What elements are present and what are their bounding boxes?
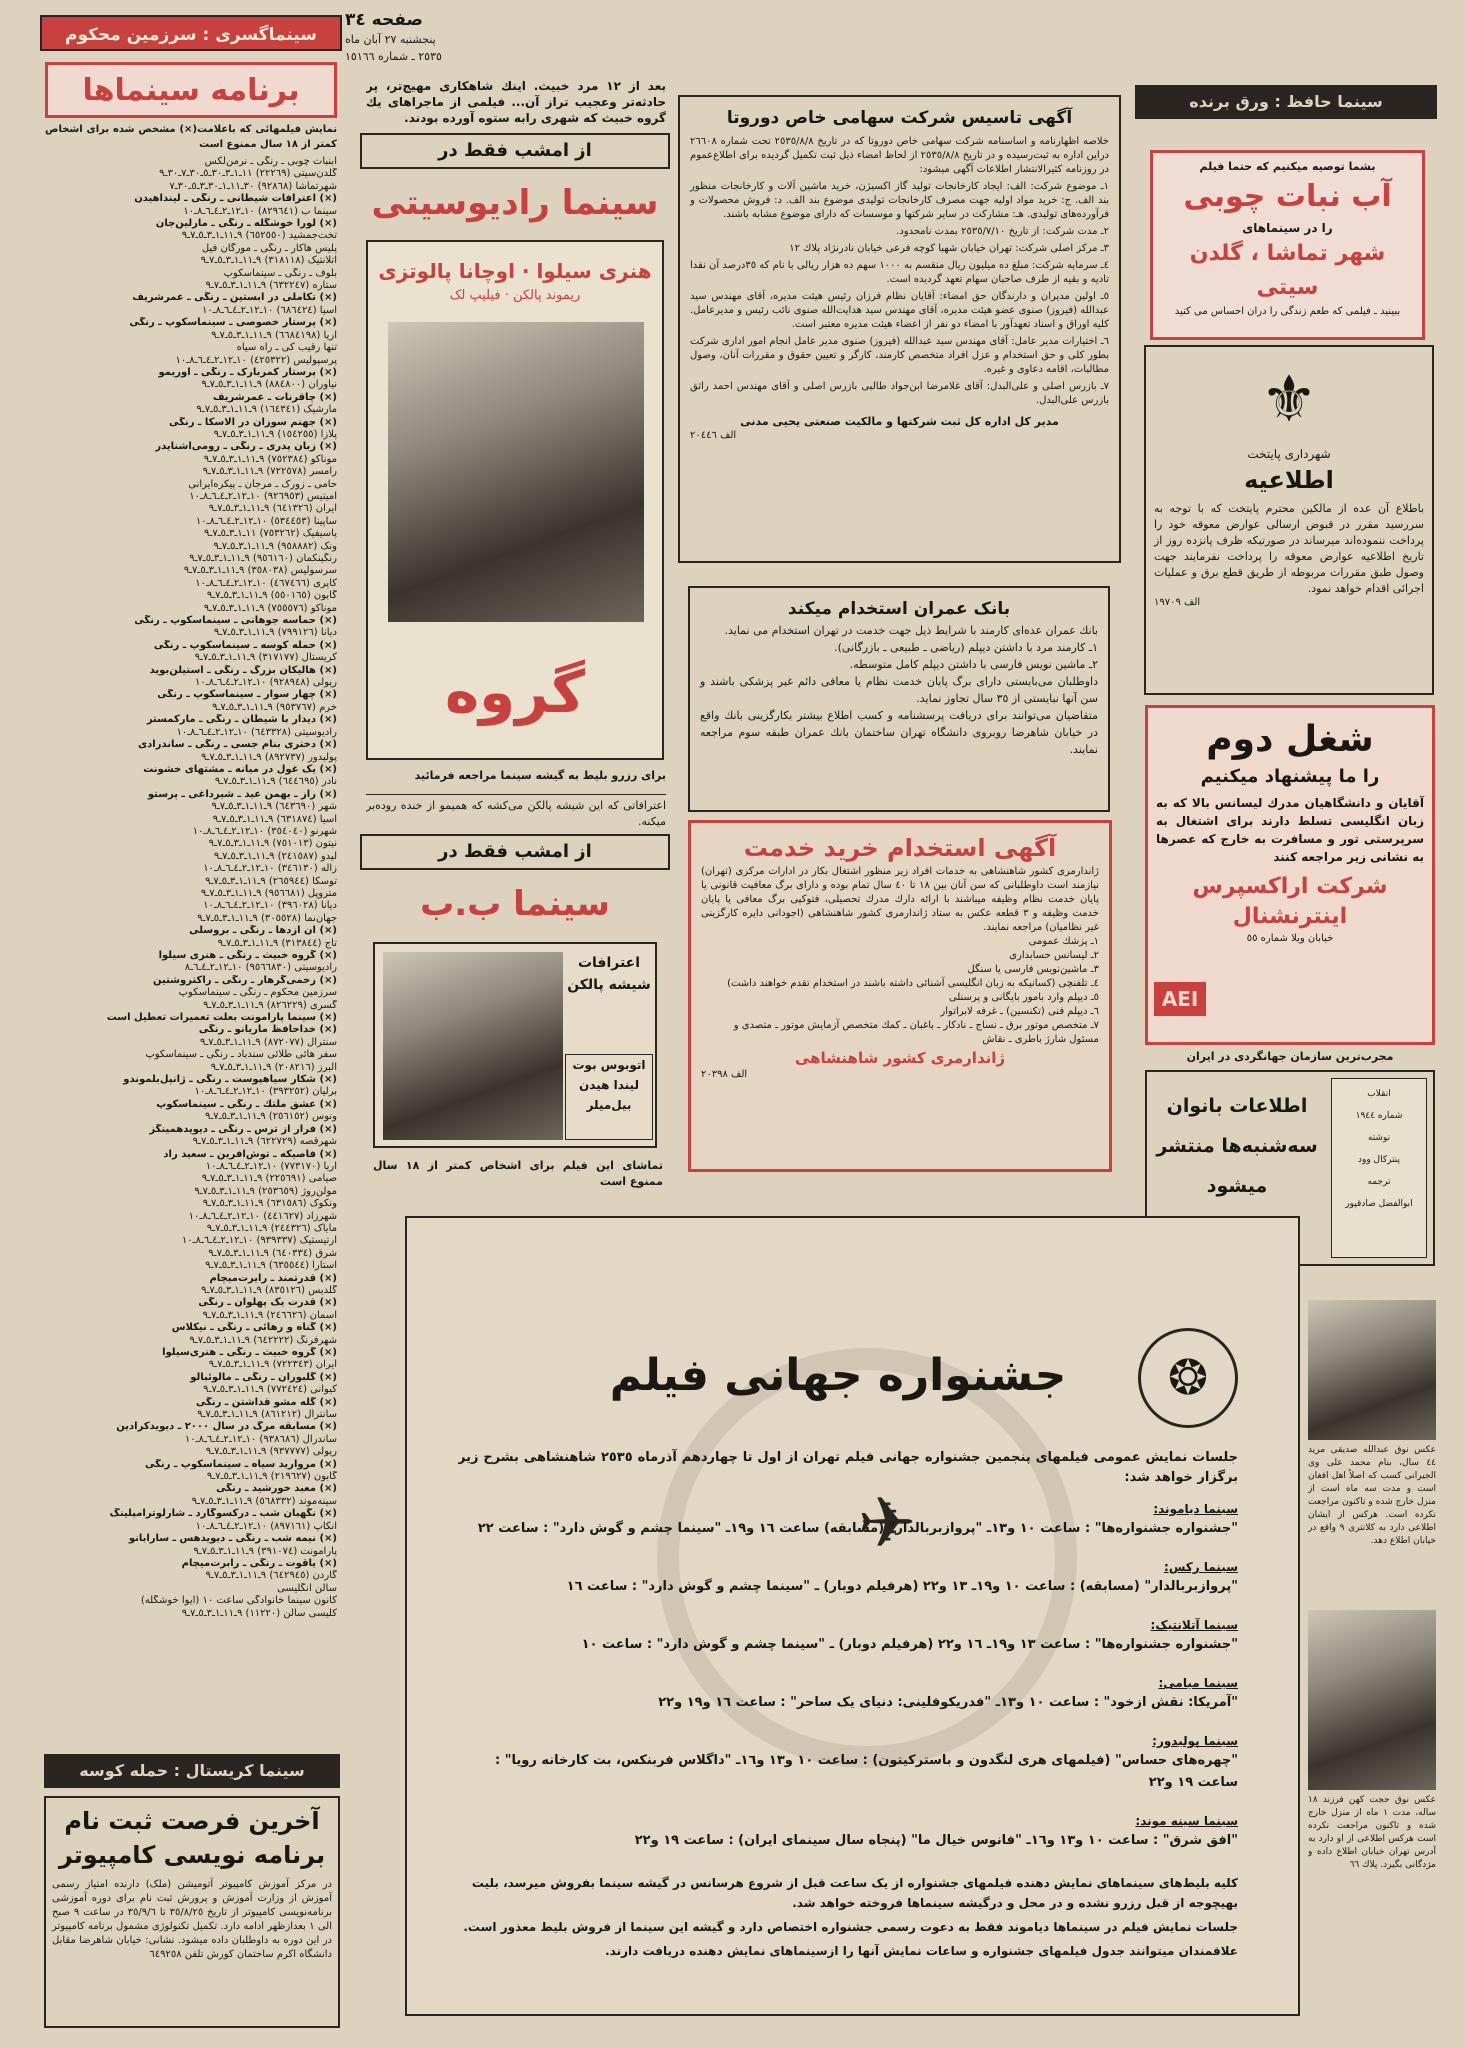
listing-item: (×) چهار سوار ـ سینماسکوپ ـ رنگی (157, 689, 337, 701)
listing-item: پارامونت (٣٩١٠٧٤) ٩ـ١١ـ١ـ٣ـ٥ـ٧ـ٩ (193, 1545, 337, 1557)
listing-item: (×) مروارید سیاه ـ سینماسکوپ ـ رنگی (144, 1458, 337, 1470)
listing-item: آتلانتیک (٣١٨١١٨) ٩ـ١١ـ١ـ٣ـ٥ـ٧ـ٩ (200, 255, 337, 267)
municipality-ref: الف ١٩٧٠٩ (1154, 597, 1201, 608)
aei-company2: اینترنشنال (1232, 904, 1348, 929)
gendarmerie-item: ٣ـ ماشین‌نویس فارسی یا سنگل (967, 964, 1099, 975)
listing-item: زاله (٣٤٦١٣٠) ١٠ـ١٢ـ٢ـ٤ـ٦ـ٨ـ١٠ (203, 863, 337, 875)
listing-item: آستارا (٦٣٥٥٤٤) ٩ـ١١ـ١ـ٣ـ٥ـ٧ـ٩ (205, 1260, 337, 1272)
listing-item: آریا (٧٧٣١٧٠) ١٠ـ١٢ـ٢ـ٤ـ٦ـ٨ـ١٠ (205, 1160, 337, 1172)
bank-paragraph: ١ـ کارمند مرد با داشتن دیپلم (ریاضی ـ طبیعی ـ بازرگانی). (834, 641, 1098, 654)
col2-intro: بعد از ١٢ مرد خبیث. اینك شاهکاری مهیج‌تر، پر حادثه‌تر وعجیب تراز آن... فیلمی از ماجراهای یك گروه خبیث که شهری رابه ستوه آورده بودند. (366, 79, 666, 125)
gendarmerie-ref: الف ٢٠٣٩٨ (701, 1069, 748, 1080)
page-number: صفحه ٣٤ (345, 10, 423, 30)
listing-item: (×) دیدار با شیطان ـ رنگی ـ مارکمستر (146, 714, 337, 726)
women-day: سه‌شنبه‌ها منتشر (1156, 1135, 1318, 1157)
listing-item: (×) نگهبان شب ـ درکسوگارد ـ شارلوترامپلینگ (109, 1508, 337, 1520)
listing-item: رادیوسیتی (٩٥٦٦٨٣٠) ١٠ـ١٢ـ٢ـ٤ـ٦ـ٨ (184, 962, 337, 974)
listing-item: (×) هالیکان بزرگ ـ رنگی ـ استیلن‌بوید (149, 664, 337, 676)
listing-item: ونک (٩٥٨٨٨٢) ٩ـ١١ـ١ـ٣ـ٥ـ٧ـ٩ (213, 540, 337, 552)
missing-person-2-caption: عکس نوق حجت کهن فرزند ١٨ ساله، مدت ١ ماه از منزل خارج شده و تاکنون مراجعت نکرده است هرکس اطلاعی از او دارد به آدرس تهران خیابان اطلاع داده و مژدگانی بگیرد. پلاك ٦٦ (1308, 1795, 1436, 1870)
listing-item: (×) تکاملی در ابستین ـ رنگی ـ عمرشریف (132, 292, 337, 304)
listing-item: (×) آن ازدها ـ رنگی ـ بروسلی (189, 925, 337, 937)
cinema2-name: سینما ب.ب (420, 884, 610, 924)
bank-body (700, 622, 1098, 758)
listing-item: نیتون (٧٥١٠١٣) ٩ـ١١ـ١ـ٣ـ٥ـ٧ـ٩ (208, 838, 337, 850)
listing-item: شهرتماشا (٩٢٨٦٨) ٣٠ـ١١ـ١ـ٣٠ـ٣ـ٥ـ٣٠ـ٧ (169, 180, 337, 192)
gendarmerie-item: ٢ـ لیسانس حسابداری (1009, 950, 1099, 961)
doruta-body (690, 135, 1109, 408)
gendarmerie-item: ٤ـ تلفنچی (کسانیکه به زبان انگلیسی آشنائی داشته باشند در استخدام تقدم خواهند داشت) (727, 978, 1099, 989)
listing-item: حامی ـ زورک ـ مرجان ـ پیکره‌ایرانی (188, 478, 337, 490)
festival-ad (405, 1216, 1300, 2016)
bank-notice (688, 586, 1110, 812)
listing-item: (×) قدرتمند ـ رایرت‌میچام (209, 1272, 337, 1284)
listing-item: (×) یک غول در میانه ـ مشتهای خشونت (143, 763, 337, 775)
listing-item: (×) چاقرنات ـ عمرشریف (212, 391, 337, 403)
listing-item: (×) مسابقه مرگ در سال ٢٠٠٠ ـ دیویدکرادین (116, 1421, 337, 1433)
listing-item: (×) پرستار خصوصی ـ سینماسکوپ ـ رنگی (129, 317, 337, 329)
listing-item: (×) گروه خبیث ـ رنگی ـ هنری‌سیلوا (162, 1347, 337, 1358)
crystal-banner: سینما کریستال : حمله کوسه (44, 1754, 340, 1788)
listing-item: (×) راز ـ بهمن عید ـ شیرداغی ـ پرستو (147, 788, 337, 800)
listing-item: سنترال (٨٧٢٠٧٧) ٩ـ١١ـ١ـ٣ـ٥ـ٧ـ٩ (199, 1036, 337, 1048)
aei-body: آقایان و دانشگاهیان مدرك لیسانس بالا که به زبان انگلیسی تسلط دارند برای اشتغال به سرپرستی تور و مسافرت به خارج که عصرها به نشانی زیر مراجعه کنند (1156, 796, 1424, 864)
tonight1-box: از امشب فقط در (360, 133, 670, 169)
listing-item: سینما ب (٨٢٩٦٤١) ١٠ـ١٢ـ٢ـ٤ـ٦ـ٨ـ١٠ (183, 205, 337, 217)
listing-item: کانون سینما خانوادگی ساعت ١٠ (ایوا خوشگله) (140, 1595, 337, 1607)
listing-item: برلیان (٣٩٣٢٥٢) ١٠ـ١٢ـ٢ـ٤ـ٦ـ٨ـ١٠ (194, 1086, 337, 1098)
listing-item: (×) نیمه شب ـ رنگی ـ دیوید‌هس ـ سارابانو (128, 1533, 337, 1545)
listing-item: رنگینکمان (٩٥٦١٦٠) ٩ـ١١ـ١ـ٣ـ٥ـ٧ـ٩ (189, 553, 337, 564)
listing-item: گاردن (٦٤٢٩٤٥) ٩ـ١١ـ١ـ٣ـ٥ـ٧ـ٩ (205, 1570, 337, 1582)
confession-note: اعترافاتی که این شیشه پالکن می‌کشه که همیمو از خنده روده‌بر میکنه. (366, 794, 666, 828)
book-cover-line: ترجمه (1367, 1177, 1391, 1187)
festival-cinema: سینما میامی: (1158, 1676, 1238, 1690)
computer-ad (44, 1796, 340, 2028)
listing-item: شهرنو (٣٥٤٠٤٠) ١٠ـ١٢ـ٢ـ٤ـ٦ـ٨ـ١٠ (192, 825, 337, 837)
gendarmerie-item: ١ـ پزشك عمومی (1028, 936, 1099, 947)
doruta-paragraph: خلاصه اظهارنامه و اساسنامه شرکت سهامی خاص دوروتا که در تاریخ ٢٥٣٥/٨/٨ تحت شماره ٢٦٦٠٨ دراین اداره به ثبت‌رسیده و در تاریخ ٢٥٣٥/٨/٨ از لحاظ امضاء ذیل ثبت تکمیل گردیده برای اطلاع‌عموم در روزنامه کثیرالانتشار اطلاعات آگهی میشود: (690, 136, 1109, 175)
listing-item: مارشیک (١٦٤٣٤١) ٩ـ١١ـ١ـ٣ـ٥ـ٧ـ٩ (196, 404, 337, 416)
listing-item: البرز (٢٠٨٢١٦) ٩ـ١١ـ١ـ٣ـ٥ـ٧ـ٩ (210, 1061, 337, 1073)
festival-note: علاقمندان میتوانند جدول فیلمهای جشنواره و ساعات نمایش آنها را ازسینماهای نمایش دهنده دریافت دارند. (605, 1944, 1238, 1958)
listing-item: دیانا (٣٩٦٠٢٨) ١٠ـ١٢ـ٢ـ٤ـ٦ـ٨ـ١٠ (203, 900, 337, 912)
listing-item: ستاره (٦٣٢٢٤٧) ٩ـ١١ـ١ـ٣ـ٥ـ٧ـ٩ (205, 280, 337, 292)
hafez-in: را در سینماهای (1242, 221, 1333, 235)
listings-intro: نمایش فیلمهائی که باعلامت(×) مشخص شده برای اشخاص کمتر از ١٨ سال ممنوع است (45, 124, 337, 150)
festival-showtimes: "جشنواره جشنواره‌ها" : ساعت ١٣ و١٩ـ ١٦ و٢٢ (هرفیلم دوبار) ـ "سینما چشم و گوش دارد" : ساعت ١٠ (581, 1637, 1238, 1652)
poster2-title: اعترافات شیشه پالکن (567, 955, 651, 993)
left-banner: سینماگسری : سرزمین محکوم (40, 15, 342, 51)
aei-company: شرکت اراکسپرس (1192, 874, 1388, 899)
listing-item: ونکوک (٦٣١٥٨٦) ٩ـ١١ـ١ـ٣ـ٥ـ٧ـ٩ (202, 1198, 337, 1210)
page-date: پنجشنبه ٢٧ آبان ماه (345, 33, 436, 46)
festival-bird-icon: ✈ (857, 1482, 917, 1564)
doruta-title: آگهی تاسیس شرکت سهامی خاص دوروتا (726, 108, 1073, 128)
listing-item: پاسیفیک (٧٥٣٢٦٢) ١١ـ١ـ٣ـ٥ـ٧ـ٩ (204, 528, 337, 540)
book-cover-line: ابوالفضل صادقپور (1345, 1199, 1413, 1209)
listing-item: سانترال (٨٦١٢١٢) ٩ـ١١ـ١ـ٣ـ٥ـ٧ـ٩ (197, 1409, 337, 1421)
listing-item: ریولی (٩٢٨٩٤٨) ١٠ـ١٢ـ٢ـ٤ـ٦ـ٨ـ١٠ (195, 677, 337, 689)
reserve-note: برای رزرو بلیط به گیشه سینما مراجعه فرمائید (414, 769, 666, 782)
listing-item: گابون (٥٥٠١٦٥) ٩ـ١١ـ١ـ٣ـ٥ـ٧ـ٩ (206, 590, 337, 602)
municipality-notice (1144, 345, 1434, 695)
listing-item: پلازا (١٥٤٢٥٥) ٩ـ١١ـ١ـ٣ـ٥ـ٧ـ٩ (213, 428, 337, 440)
hafez-banner: سینما حافظ : ورق برنده (1135, 85, 1437, 119)
festival-cinema: سینما پولیدور: (1152, 1734, 1238, 1748)
listing-item: پولیدور (٨٩٢٧٣٧) ٩ـ١١ـ١ـ٣ـ٥ـ٧ـ٩ (201, 751, 337, 763)
gendarmerie-notice (688, 820, 1112, 1172)
listing-item: (×) معبد خورشید ـ رنگی (216, 1483, 337, 1495)
listing-item: نیاوران (٨٨٤٨٠٠) ٩ـ١١ـ١ـ٣ـ٥ـ٧ـ٩ (201, 379, 337, 391)
listing-item: متروپل (٩٥٦٦٨١) ٩ـ١١ـ١ـ٣ـ٥ـ٧ـ٩ (200, 887, 337, 899)
poster1-cast: هنری سیلوا · اوچانا پالوتزی (378, 259, 652, 283)
hafez-recommend: بشما توصیه میکنیم که حتما فیلم (1199, 160, 1376, 173)
listing-item: (×) جهنم سوزان در آلاسکا ـ رنگی (169, 416, 337, 428)
listing-item: ونوس (٢٥٦١٥٢) ٩ـ١١ـ١ـ٣ـ٥ـ٧ـ٩ (204, 1111, 337, 1123)
age-notice: تماشای این فیلم برای اشخاص کمتر از ١٨ سال ممنوع است (373, 1159, 663, 1188)
doruta-paragraph: ٥ـ اولین مدیران و دارندگان حق امضاء: آقایان نظام فرزان رئیس هیئت مدیره، آقای مهندس سید عبدالله (فیروز) صنوی عضو هیئت مدیره، آقای مهندس سید هدایت‌الله صنوی نائب رئیس و مدیرعامل. کلیه اوراق و اسناد تعهدآور با امضاء دو نفر از اعضاء هیئت مدیره معتبر است. (690, 291, 1109, 330)
poster2-caption: اتوبوس بوت لیندا هیدن بیل‌میلر (565, 1054, 653, 1140)
municipality-org: شهرداری پایتخت (1247, 447, 1331, 461)
doruta-paragraph: ١ـ موضوع شرکت: الف: ایجاد کارخانجات تولید گاز اکسیژن، خرید ماشین آلات و کارخانجات منظور بند الف. ج: خرید مواد اولیه جهت مصرف کارخانجات تولیدی موضوع بند الف. د: فروش محصولات و فرآورده‌های تولیدی. هـ: مشارکت در سایر شرکتها و موسسات که دارای موضوع مشابه باشند. (690, 181, 1109, 220)
gendarmerie-item: ٥ـ دیپلم وارد بامور بایگانی و پرسنلی (948, 992, 1099, 1003)
listing-item: (×) زبان پدری ـ رنگی ـ رومی‌اشنایدر (155, 441, 337, 453)
listing-item: مایاک (٢٤٤٣٢٦) ٩ـ١١ـ١ـ٣ـ٥ـ٧ـ٩ (206, 1222, 337, 1234)
listing-item: کاپری (٤٦٧٤٦٦) ١٠ـ١٢ـ٢ـ٤ـ٦ـ٨ـ١٠ (195, 577, 337, 589)
listing-item: ساندرال (٩٣٨٦٨٦) ١٠ـ١٢ـ٢ـ٤ـ٦ـ٨ـ١٠ (184, 1433, 337, 1445)
listing-item: موناکو (٧٥٥٥٧٦) ٩ـ١١ـ١ـ٣ـ٥ـ٧ـ٩ (203, 602, 337, 614)
listing-item: ساپینا (٥٣٤٤٥٣) ١٠ـ١٢ـ٢ـ٤ـ٦ـ٨ـ١٠ (195, 515, 337, 527)
listing-item: کریستال (٣١٧١٧٧) ٩ـ١١ـ١ـ٣ـ٥ـ٧ـ٩ (194, 652, 337, 664)
listing-item: شهرزاد (٤٤١٦٢٧) ١٠ـ١٢ـ٢ـ٤ـ٦ـ٨ـ١٠ (188, 1210, 337, 1222)
bank-title: بانک عمران استخدام میکند (787, 599, 1011, 619)
listing-item: گابون (٢١٩٦٢٧) ٩ـ١١ـ١ـ٣ـ٥ـ٧ـ٩ (206, 1471, 337, 1483)
listing-item: سفر هائی طلائی سندباد ـ رنگی ـ سینماسکوپ (145, 1049, 337, 1061)
hafez-tagline: ببینید ـ فیلمی که طعم زندگی را دران احساس می کنید (1174, 306, 1401, 317)
missing-person-2 (1308, 1610, 1436, 2030)
listing-item: کلیسی سالن (١١٢٢٠) ٩ـ١١ـ١ـ٣ـ٥ـ٧ـ٩ (181, 1607, 337, 1619)
doruta-sign: مدیر کل اداره کل ثبت شرکتها و مالکیت صنعتی یحیی مدنی (740, 415, 1059, 428)
listing-item: (×) قدرت یک پهلوان ـ رنگی (198, 1297, 337, 1309)
listing-item: پلیس هاکار ـ رنگی ـ مورگان فیل (201, 242, 337, 254)
listing-item: شرق (٦٤٠٣٣٤) ٩ـ١١ـ١ـ٣ـ٥ـ٧ـ٩ (208, 1247, 337, 1259)
festival-note: جلسات نمایش فیلم در سینماها دیاموند فقط به دعوت رسمی جشنواره اختصاص دارد و گیشه این سینما از فروش بلیط معذور است. (463, 1920, 1238, 1934)
listing-item: نادر (٦٤٤٦٩٥) ٩ـ١١ـ١ـ٣ـ٥ـ٧ـ٩ (214, 776, 337, 788)
listing-item: ایران (٦٤١٣٢٦) ٩ـ١١ـ١ـ٣ـ٥ـ٧ـ٩ (208, 503, 337, 515)
listing-item: (×) حمله کوسه ـ سینماسکوپ ـ رنگی (153, 639, 337, 651)
gendarmerie-item: ٦ـ دیپلم فنی (تکنسین) ـ غرفه لابراتوار (940, 1006, 1099, 1017)
listing-item: کیوانی (٧٧٢٤٢٤) ٩ـ١١ـ١ـ٣ـ٥ـ٧ـ٩ (203, 1384, 337, 1396)
aei-footer: مجرب‌ترین سازمان جهانگردی در ایران (1186, 1050, 1394, 1063)
festival-notes (458, 1873, 1238, 2003)
aei-sub: را ما پیشنهاد میکنیم (1200, 766, 1380, 787)
municipality-emblem-icon: ⚜ (1260, 363, 1318, 437)
festival-title: جشنواره جهانی فیلم (609, 1350, 1067, 1401)
gendarmerie-title: آگهی استخدام خرید خدمت (743, 834, 1057, 862)
listing-item: بلوف ـ رنگی ـ سینماسکوپ (223, 267, 337, 279)
listing-item: آرتیستیک (٩٣٩٣٣٧) ١٠ـ١٢ـ٢ـ٤ـ٦ـ٨ـ١٠ (181, 1235, 337, 1247)
missing-person-2-photo (1308, 1610, 1436, 1790)
listing-item: (×) پرستار کمربارک ـ رنگی ـ اوریمو (158, 366, 337, 378)
doruta-paragraph: ٤ـ سرمایه شرکت: مبلغ ده میلیون ریال منقسم به ١٠٠٠ سهم ده هزار ریالی با نام که ٣٥درصد آن نقدا تادیه و بقیه از طرف صاحبان سهام تعهد گردیده است. (690, 260, 1109, 285)
festival-schedule (458, 1500, 1238, 1870)
aei-logo: AEI (1154, 982, 1206, 1016)
aei-ad (1145, 705, 1435, 1045)
book-cover-line: پنترکال وود (1357, 1155, 1401, 1165)
gendarmerie-item: ٧ـ متخصص موتور برق ـ نساج ـ نادکار ـ باغبان ـ کمك متخصص آزمایش موتور ـ متصدی و مسئول شارژ باطری ـ نقاش (733, 1020, 1099, 1045)
festival-showtimes: "پروازبربالدار" (مسابقه) : ساعت ١٠ و١٩ـ ١٣ و٢٢ (هرفیلم دوبار) ـ "سینما چشم و گوش دارد" : ساعت ١٦ (566, 1579, 1238, 1594)
listing-item: (×) دختری بنام جسی ـ رنگی ـ ساندرادی (138, 739, 337, 751)
page-issue: ٢٥٣٥ ـ شماره ١٥١٦٦ (345, 50, 442, 63)
doruta-paragraph: ٧ـ بازرس اصلی و علی‌البدل: آقای غلامرضا ابن‌جواد طالبی بازرس اصلی و آقای مهندس احمد راثق بازرس علی‌البدل. (690, 381, 1109, 406)
listing-item: سرزمین محکوم ـ رنگی ـ سینماسکوپ (178, 987, 337, 999)
doruta-notice (678, 95, 1121, 563)
missing-person-1 (1308, 1300, 1436, 1590)
poster1-photo (388, 322, 644, 622)
listing-item: (×) حماسه جوهانی ـ سینماسکوپ ـ رنگی (134, 615, 337, 627)
listing-item: تاج (٣١٣٨٤٤) ٩ـ١١ـ١ـ٣ـ٥ـ٧ـ٩ (217, 937, 337, 949)
listing-item: لیدو (٢٤١٥٨٧) ٩ـ١١ـ١ـ٣ـ٥ـ٧ـ٩ (213, 850, 337, 862)
festival-cinema: سینما آتلانتیک: (1150, 1618, 1238, 1632)
listing-item: گلدیس (٨٣٥١٢٦) ٩ـ١١ـ١ـ٣ـ٥ـ٧ـ٩ (201, 1284, 337, 1296)
listing-item: (×) گلبوران ـ رنگی ـ مالوئبالو (190, 1371, 337, 1383)
listing-item: (×) شکار سیاهپوست ـ رنگی ـ ژانپل‌بلموندو (123, 1074, 337, 1086)
doruta-paragraph: ٦ـ اختیارات مدیر عامل: آقای مهندس سید عبدالله (فیروز) صنوی مدیر عامل انجام امور اداری شرکت بطور کلی و حق استخدام و عزل افراد متخصص کارمند، کارگر و تعیین حقوق و مقررات آنان، وصول مطالبات، اقامه دعاوی و غیره. (690, 336, 1109, 375)
listing-item: سینه‌موند (٥٦٨٣٣٢) ٩ـ١١ـ١ـ٣ـ٥ـ٧ـ٩ (191, 1495, 337, 1507)
women-verb: میشود (1206, 1175, 1268, 1197)
listing-item: (×) سینما پارامونت بعلت تعمیرات تعطیل است (106, 1012, 337, 1024)
listing-item: آریا (٦٦٨٤١٩٨) ٩ـ١١ـ١ـ٣ـ٥ـ٧ـ٩ (211, 329, 337, 341)
listing-item: آمیتیس (٩٢٦٩٥٣) ١٠ـ١٢ـ٢ـ٤ـ٦ـ٨ـ١٠ (189, 490, 337, 502)
listing-item: (×) فاصیکه ـ توش‌آفرین ـ سعید راد (163, 1148, 337, 1160)
bank-paragraph: داوطلبان می‌بایستی دارای برگ پایان خدمت نظام یا معافی دائم غیر پزشکی باشند و سن آنها نبایستی از ٣٥ سال تجاوز نماید. (700, 675, 1098, 705)
festival-note: کلیه بلیط‌های سینماهای نمایش دهنده فیلمهای جشنواره از یک ساعت قبل از شروع هرسانس در گیشه سینما بفروش میرسد، بلیت بهیچوجه از قبل رزرو نشده و در محل و درگیشه سینماها فروخته خواهد شد. (471, 1876, 1238, 1910)
listing-item: ایران (٧٢٢٣٤٣) ٩ـ١١ـ١ـ٣ـ٥ـ٧ـ٩ (208, 1359, 337, 1371)
listing-item: گلدن‌سیتی (٢٢٢٦٩) ١١ـ١ـ٣ـ٣٠ـ٥ـ٣٠ـ٧ـ٣٠ـ٩ (159, 168, 337, 180)
listing-item: شهرقصه (٦٢٢٧٢٩) ٩ـ١١ـ١ـ٣ـ٥ـ٧ـ٩ (192, 1136, 337, 1148)
listing-item: سالن انگلیسی (277, 1582, 337, 1594)
listing-item: تخت‌جمشید (٦٥٢٥٥٠) ٩ـ١١ـ١ـ٣ـ٥ـ٧ـ٩ (181, 230, 337, 242)
poster1 (366, 240, 664, 760)
listing-item: دیانا (٧٩٩١٢٦) ٩ـ١١ـ١ـ٣ـ٥ـ٧ـ٩ (213, 627, 337, 639)
book-cover-line: شماره ١٩٤٤ (1355, 1111, 1403, 1121)
women-book-cover (1331, 1078, 1427, 1258)
festival-showtimes: "چهره‌های حساس" (فیلمهای هری لنگدون و باسترکیتون) : ساعت ١٠ و١٣ و١٦ـ "داگلاس فربنکس، بت کارخانه رویا" : ساعت ١٩ و٢٢ (495, 1753, 1238, 1790)
listing-item: تنها رقیب کی ـ راه سیاه (236, 342, 337, 354)
listing-item: خرم (٩٥٣٧٦٧) ٩ـ١١ـ١ـ٣ـ٥ـ٧ـ٩ (212, 701, 337, 713)
listing-item: شهر (٦٤٣٦٩٠) ٩ـ١١ـ١ـ٣ـ٥ـ٧ـ٩ (211, 801, 337, 813)
book-cover-line: نوشته (1367, 1133, 1391, 1143)
listing-item: گسری (٨٢٦٢٢٩) ٩ـ١١ـ١ـ٣ـ٥ـ٧ـ٩ (202, 999, 337, 1011)
listing-item: (×) گروه خبیث ـ رنگی ـ هنری سیلوا (158, 950, 337, 961)
listing-item: صیامی (٢٢٥٦٩١) ٩ـ١١ـ١ـ٣ـ٥ـ٧ـ٩ (201, 1173, 337, 1185)
listing-item: آنکاپ (٨٩٧١٦١) ١٠ـ١٢ـ٢ـ٤ـ٦ـ٨ـ١٠ (195, 1520, 337, 1532)
computer-body: در مرکز آموزش کامپیوتر آتومیشن (ملک) دارنده امتیاز رسمی آموزش از وزارت آموزش و پرورش ثبت نام برای دوره آموزشی برنامه‌نویسی کامپیوتر از تاریخ ٣٥/٨/٢٥ تا ٣٥/٩/٦ در ساعت ٩ صبح الی ١ بعدازظهر ادامه دارد. تکمیل تکنولوژی مشمول برنامه کامپیوتر در این دوره به داوطلبان داده میشود. نشانی: خیابان شاهرضا مقابل دانشگاه اکرم ساختمان کورش تلفن ٦٤٩٢٥٨ (52, 1879, 333, 1960)
listing-item: رامسر (٧٢٢٥٧٨) ٩ـ١١ـ١ـ٣ـ٥ـ٧ـ٩ (202, 466, 337, 478)
poster2-photo (383, 952, 563, 1140)
hafez-film: آب نبات چوبی (1183, 179, 1392, 214)
doruta-paragraph: ٢ـ مدت شرکت: از تاریخ ٢٥٣٥/٧/١٠ بمدت نامحدود. (896, 226, 1109, 237)
listing-item: (×) گله مشو قداشتن ـ رنگی (195, 1396, 337, 1408)
women-book-lines (1336, 1083, 1422, 1215)
festival-showtimes: "جشنواره جشنواره‌ها" : ساعت ١٠ و١٣ـ "پروازبربالدار" (مسابقه) ساعت ١٦ و١٩ـ "سینما چشم و گوش دارد" : ساعت ٢٢ (477, 1521, 1238, 1536)
bank-paragraph: متقاضیان می‌توانند برای دریافت پرسشنامه و کسب اطلاع بیشتر بکارگزینی بانك واقع در خیابان شاهرضا روبروی دانشگاه تهران ساختمان بانك عمران طبقه سوم مراجعه نمایند. (700, 709, 1098, 756)
doruta-paragraph: ٣ـ مرکز اصلی شرکت: تهران خیابان شهبا کوچه فرعی خیابان نادرنژاد پلاك ١٢ (789, 243, 1109, 254)
doruta-ref: الف ٢٠٤٤٦ (690, 430, 737, 441)
computer-title1: آخرین فرصت ثبت نام (64, 1807, 320, 1835)
listing-item: رادیوسیتی (٦٤٣٣٢٨) ١٠ـ١٢ـ٢ـ٤ـ٦ـ٨ـ١٠ (176, 726, 337, 738)
hafez-cinemas: شهر تماشا ، گلدن سیتی (1189, 241, 1386, 300)
listing-item: مولن‌روژ (٢٥٣٦٥٩) ٩ـ١١ـ١ـ٣ـ٥ـ٧ـ٩ (194, 1185, 337, 1197)
listing-item: آسمان (٢٤٦٦٢٦) ٩ـ١١ـ١ـ٣ـ٥ـ٧ـ٩ (202, 1309, 337, 1321)
festival-showtimes: "افق شرق" : ساعت ١٠ و١٣ و١٦ـ "فانوس خیال ما" (پنجاه سال سینمای ایران) : ساعت ١٩ و٢٢ (634, 1833, 1238, 1848)
women-title: اطلاعات بانوان (1166, 1095, 1308, 1117)
municipality-body: باطلاع آن عده از مالکین محترم پایتخت که با توجه به سررسید مقرر در قبوض ارسالی عوارض معوقه خود را پرداخت ننموده‌اند میرساند در صورتیکه ظرف پانزده روز از تاریخ اطلاعیه عوارض معوقه را پرداخت نفرمایند جهت وصول طبق مقررات مربوطه از طریق قطع برق و عملیات اجرائی اقدام خواهد نمود. (1154, 502, 1424, 595)
listing-item: (×) یاقوت ـ رنگی ـ رابرت‌میچام (181, 1557, 337, 1569)
listing-item: (×) گناه و رهائی ـ رنگی ـ نیکلاس (171, 1322, 337, 1334)
listing-item: سرسولیس (٣٥٨٠٣٨) ٩ـ١١ـ١ـ٣ـ٥ـ٧ـ٩ (183, 565, 337, 577)
listings-title-box (45, 62, 337, 118)
listing-item: آسیا (٦٨٦٤٢٤) ١٠ـ١٢ـ٢ـ٤ـ٦ـ٨ـ١٠ (201, 304, 337, 316)
gendarmerie-items (701, 935, 1099, 1047)
listing-item: توسکا (٢٦٥٩٤٤) ٩ـ١١ـ١ـ٣ـ٥ـ٧ـ٩ (205, 875, 337, 887)
poster1-cast2: ریموند پالکن · فیلیپ لک (449, 288, 581, 303)
listings-list (45, 156, 337, 1746)
listing-item: (×) عشق ملتك ـ رنگی ـ سینماسکوپ (156, 1098, 337, 1110)
poster1-film: گروه (444, 658, 586, 726)
listing-item: (×) لورا خوشگله ـ رنگی ـ مارلین‌جان (155, 218, 337, 230)
tonight2-box: از امشب فقط در (360, 834, 670, 870)
book-cover-line: انقلاب (1367, 1089, 1391, 1099)
listing-item: ریولی (٩٣٧٧٧٧) ٩ـ١١ـ١ـ٣ـ٥ـ٧ـ٩ (205, 1446, 337, 1458)
listing-item: جهان‌نما (٣٠٥٥٢٨) ٩ـ١١ـ١ـ٣ـ٥ـ٧ـ٩ (197, 912, 337, 924)
bank-paragraph: بانك عمران عده‌ای کارمند با شرایط ذیل جهت خدمت در تهران استخدام می نماید. (724, 624, 1098, 637)
cinema1-name: سینما رادیوسیتی (371, 183, 659, 223)
computer-title2: برنامه نویسی کامپیوتر (58, 1841, 326, 1869)
listing-item: موناکو (٧٥٢٣٨٤) ٩ـ١١ـ١ـ٣ـ٥ـ٧ـ٩ (203, 453, 337, 465)
listing-item: (×) خداحافظ ماریانو ـ رنگی (198, 1024, 337, 1036)
listings-title: برنامه سینماها (82, 73, 300, 108)
festival-intro: جلسات نمایش عمومی فیلمهای پنجمین جشنواره جهانی فیلم تهران از اول تا چهاردهم آذرماه ٢٥٣٥ شاهنشاهی بشرح زیر برگزار خواهد شد: (458, 1450, 1238, 1485)
municipality-title: اطلاعیه (1244, 466, 1334, 494)
festival-showtimes: "آمریکا: نقش ازخود" : ساعت ١٠ و١٣ـ "فدریکوفلینی: دنیای یک ساحر" : ساعت ١٦ و١٩ و٢٢ (658, 1695, 1238, 1710)
gendarmerie-intro: ژاندارمری کشور شاهنشاهی به خدمات افراد زیر منظور اشتغال بکار در ادارات مرکزی (تهران) نیازمند است داوطلبانی که سن آنان بین ١٨ تا ٤٠ سال تمام بوده و دارای برگ معافیت قانونی یا پایان خدمت نظام وظیفه میباشند با ارائه دارك مدرك تحصیلی، فتوکپی برگ معافی یا پایان خدمت وظیفه و ٣ قطعه عکس به ستاد ژاندارمری کشور شاهنشاهی (اجودانی دایره کارگزینی غیر نظامیان) مراجعه نمایند. (701, 866, 1099, 933)
listing-item: (×) زخمی‌گرهار ـ رنگی ـ راکتروشتین (153, 974, 337, 986)
poster2 (373, 942, 657, 1148)
aei-address: خیابان ویلا شماره ٥٥ (1246, 933, 1334, 944)
bank-paragraph: ٢ـ ماشین نویس فارسی با داشتن دیپلم کامل متوسطه. (849, 658, 1098, 671)
festival-cinema: سینما دیاموند: (1153, 1502, 1238, 1516)
missing-person-1-photo (1308, 1300, 1436, 1440)
gendarmerie-sign: ژاندارمری کشور شاهنشاهی (794, 1049, 1006, 1067)
listing-item: شهرفرنگ (٦٤٢٢٢٢) ٩ـ١١ـ١ـ٣ـ٥ـ٧ـ٩ (189, 1334, 337, 1346)
missing-person-1-caption: عکس نوق عبدالله صدیقی مرید ٤٤ سال، بنام محمد علی وی الجیرانی کسب که اصلاً اهل افغان است و مدت سه ماه است از منزل خارج شده و تاکنون مراجعت نکرده است. هرکس از ایشان اطلاعی دارد به کلانتری ٩ واقع در خیابان اطلاع دهد. (1308, 1445, 1436, 1546)
listing-item: پرسپولیس (٤٢٥٣٢٢) ١٠ـ١٢ـ٢ـ٤ـ٦ـ٨ـ١٠ (175, 354, 337, 366)
festival-cinema: سینما سینه موند: (1135, 1814, 1238, 1828)
festival-emblem-icon: ❂ (1138, 1328, 1238, 1428)
listing-item: (×) اعترافات شیطانی ـ رنگی ـ لینداهیدن (134, 193, 337, 205)
listing-item: آبنبات چوبی ـ رنگی ـ نرمن‌لکس (204, 156, 337, 167)
listing-item: (×) فرار از ترس ـ رنگی ـ دیویدهمینگز (149, 1123, 337, 1135)
festival-cinema: سینما رکس: (1164, 1560, 1238, 1574)
listing-item: آسیا (٦٣١٨٧٤) ٩ـ١١ـ١ـ٣ـ٥ـ٧ـ٩ (212, 813, 337, 825)
hafez-ad (1150, 150, 1425, 340)
aei-title: شغل دوم (1206, 719, 1374, 760)
